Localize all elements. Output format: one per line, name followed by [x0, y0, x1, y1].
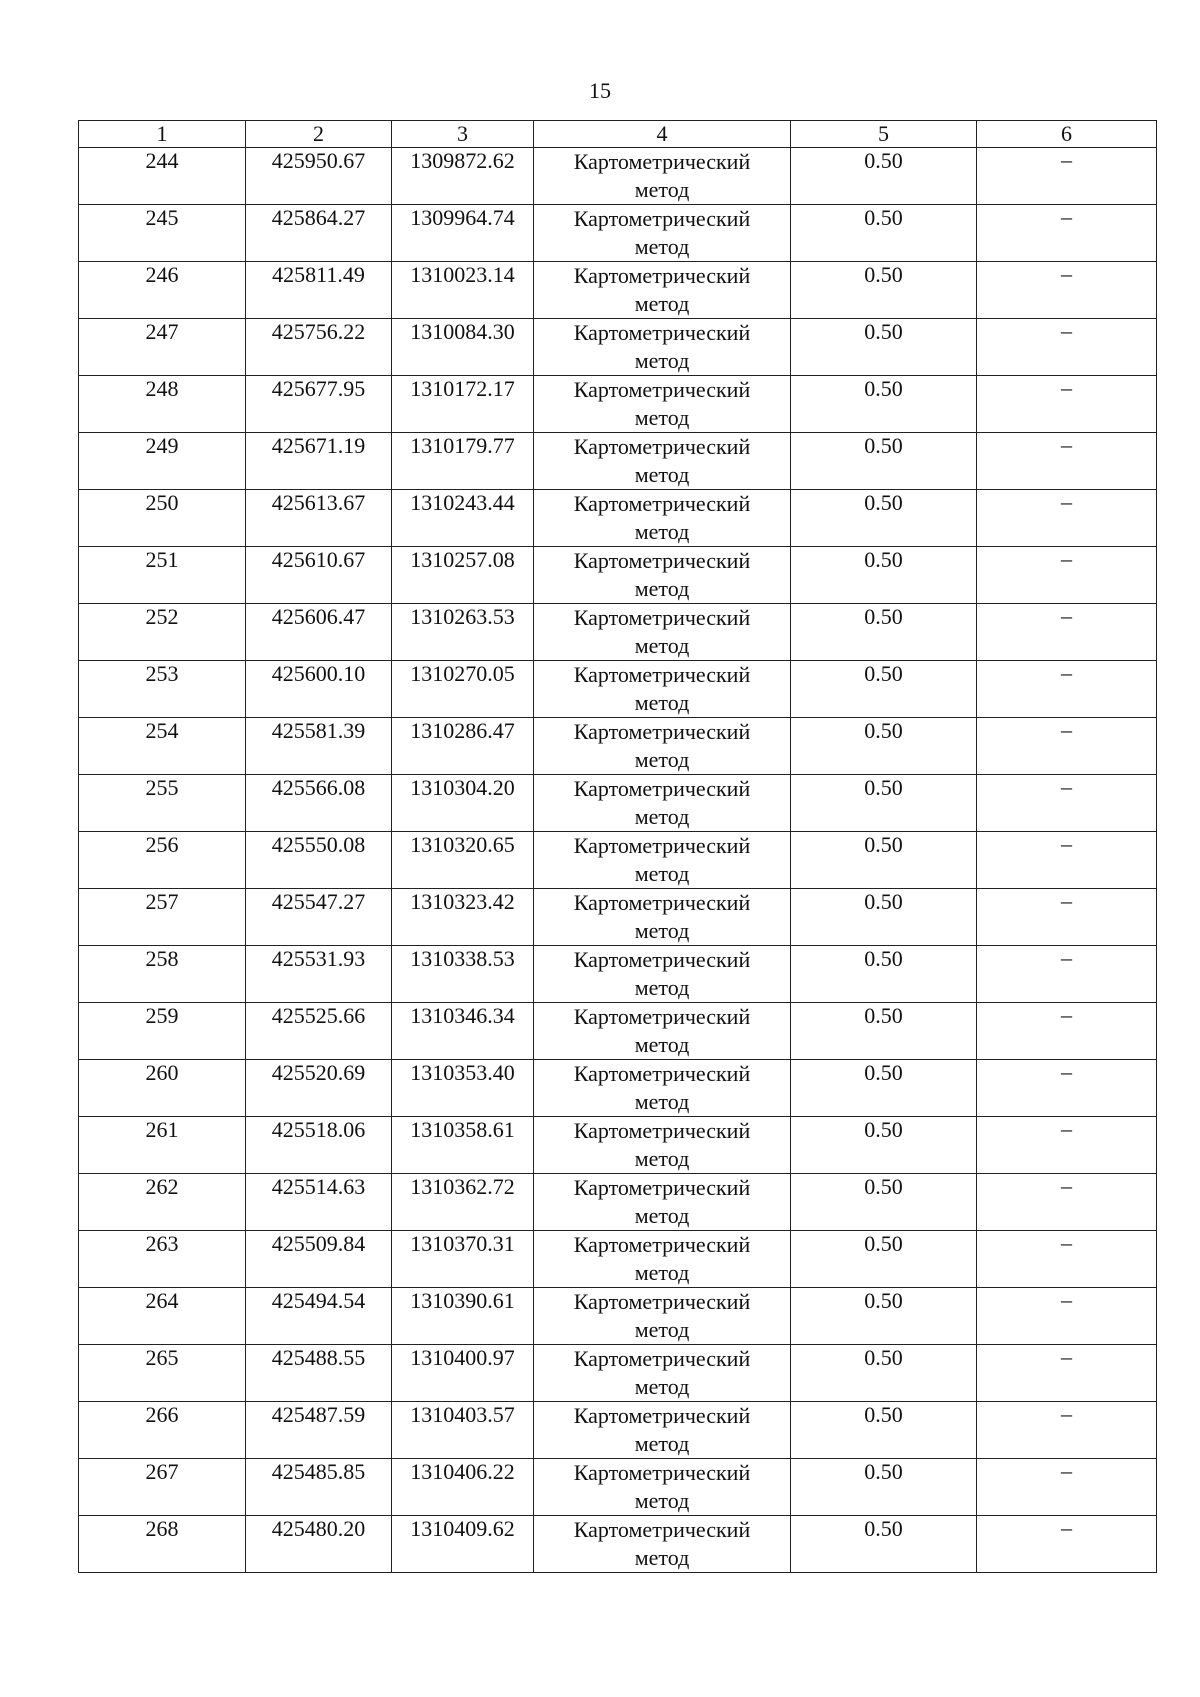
method-cell	[534, 1231, 791, 1288]
method-line-2: метод	[634, 1146, 690, 1171]
point-number-cell: 246	[79, 262, 246, 319]
x-coordinate-cell: 425950.67	[246, 148, 392, 205]
y-coordinate-cell: 1310286.47	[392, 718, 534, 775]
table-row	[79, 1060, 1157, 1117]
method-cell	[534, 262, 791, 319]
x-coordinate-cell: 425514.63	[246, 1174, 392, 1231]
method-cell	[534, 1003, 791, 1060]
precision-cell: 0.50	[791, 604, 977, 661]
table-row	[79, 1288, 1157, 1345]
y-coordinate-cell: 1310346.34	[392, 1003, 534, 1060]
note-cell: –	[977, 433, 1157, 490]
table-row	[79, 832, 1157, 889]
header-col-4: 4	[534, 121, 791, 148]
y-coordinate-cell: 1310023.14	[392, 262, 534, 319]
method-cell	[534, 946, 791, 1003]
note-cell: –	[977, 376, 1157, 433]
table-row	[79, 148, 1157, 205]
note-cell: –	[977, 832, 1157, 889]
table-row	[79, 1231, 1157, 1288]
precision-cell: 0.50	[791, 661, 977, 718]
method-line-1: Картометрический	[573, 1346, 751, 1371]
precision-cell: 0.50	[791, 262, 977, 319]
y-coordinate-cell: 1310362.72	[392, 1174, 534, 1231]
note-cell: –	[977, 718, 1157, 775]
note-cell: –	[977, 946, 1157, 1003]
method-cell	[534, 1174, 791, 1231]
precision-cell: 0.50	[791, 946, 977, 1003]
precision-cell: 0.50	[791, 205, 977, 262]
precision-cell: 0.50	[791, 1174, 977, 1231]
method-line-2: метод	[634, 519, 690, 544]
note-cell: –	[977, 1402, 1157, 1459]
method-line-2: метод	[634, 1374, 690, 1399]
method-line-2: метод	[634, 1317, 690, 1342]
y-coordinate-cell: 1310338.53	[392, 946, 534, 1003]
method-line-1: Картометрический	[573, 947, 751, 972]
y-coordinate-cell: 1310084.30	[392, 319, 534, 376]
note-cell: –	[977, 490, 1157, 547]
y-coordinate-cell: 1310358.61	[392, 1117, 534, 1174]
note-cell: –	[977, 205, 1157, 262]
precision-cell: 0.50	[791, 433, 977, 490]
method-cell	[534, 1060, 791, 1117]
y-coordinate-cell: 1310406.22	[392, 1459, 534, 1516]
table-row	[79, 205, 1157, 262]
method-cell	[534, 604, 791, 661]
table-row	[79, 1402, 1157, 1459]
x-coordinate-cell: 425547.27	[246, 889, 392, 946]
y-coordinate-cell: 1310179.77	[392, 433, 534, 490]
note-cell: –	[977, 1060, 1157, 1117]
note-cell: –	[977, 1516, 1157, 1573]
x-coordinate-cell: 425606.47	[246, 604, 392, 661]
method-cell	[534, 148, 791, 205]
note-cell: –	[977, 661, 1157, 718]
x-coordinate-cell: 425509.84	[246, 1231, 392, 1288]
header-col-1: 1	[79, 121, 246, 148]
method-line-1: Картометрический	[573, 1175, 751, 1200]
point-number-cell: 257	[79, 889, 246, 946]
method-line-1: Картометрический	[573, 1289, 751, 1314]
y-coordinate-cell: 1310323.42	[392, 889, 534, 946]
point-number-cell: 262	[79, 1174, 246, 1231]
table-body	[79, 148, 1157, 1573]
x-coordinate-cell: 425494.54	[246, 1288, 392, 1345]
method-cell	[534, 205, 791, 262]
header-col-6: 6	[977, 121, 1157, 148]
table-row	[79, 946, 1157, 1003]
method-line-2: метод	[634, 405, 690, 430]
precision-cell: 0.50	[791, 1516, 977, 1573]
precision-cell: 0.50	[791, 1231, 977, 1288]
precision-cell: 0.50	[791, 832, 977, 889]
table-row	[79, 1174, 1157, 1231]
method-line-1: Картометрический	[573, 776, 751, 801]
method-line-2: метод	[634, 1488, 690, 1513]
method-line-2: метод	[634, 1260, 690, 1285]
method-line-1: Картометрический	[573, 320, 751, 345]
header-col-3: 3	[392, 121, 534, 148]
method-line-1: Картометрический	[573, 1118, 751, 1143]
point-number-cell: 248	[79, 376, 246, 433]
note-cell: –	[977, 547, 1157, 604]
method-cell	[534, 319, 791, 376]
y-coordinate-cell: 1310243.44	[392, 490, 534, 547]
x-coordinate-cell: 425581.39	[246, 718, 392, 775]
table-row	[79, 889, 1157, 946]
method-line-1: Картометрический	[573, 377, 751, 402]
point-number-cell: 249	[79, 433, 246, 490]
header-col-5: 5	[791, 121, 977, 148]
table-row	[79, 490, 1157, 547]
table-row	[79, 376, 1157, 433]
x-coordinate-cell: 425613.67	[246, 490, 392, 547]
point-number-cell: 256	[79, 832, 246, 889]
point-number-cell: 258	[79, 946, 246, 1003]
method-cell	[534, 775, 791, 832]
note-cell: –	[977, 148, 1157, 205]
page-number: 15	[589, 78, 611, 103]
method-line-1: Картометрический	[573, 149, 751, 174]
method-line-1: Картометрический	[573, 1061, 751, 1086]
method-line-1: Картометрический	[573, 890, 751, 915]
precision-cell: 0.50	[791, 547, 977, 604]
method-line-2: метод	[634, 747, 690, 772]
x-coordinate-cell: 425485.85	[246, 1459, 392, 1516]
method-line-2: метод	[634, 804, 690, 829]
method-line-1: Картометрический	[573, 1517, 751, 1542]
method-cell	[534, 1117, 791, 1174]
method-cell	[534, 1402, 791, 1459]
point-number-cell: 268	[79, 1516, 246, 1573]
method-cell	[534, 547, 791, 604]
table-row	[79, 262, 1157, 319]
method-line-2: метод	[634, 1431, 690, 1456]
y-coordinate-cell: 1310320.65	[392, 832, 534, 889]
method-line-2: метод	[634, 348, 690, 373]
point-number-cell: 261	[79, 1117, 246, 1174]
method-cell	[534, 718, 791, 775]
table-row	[79, 661, 1157, 718]
note-cell: –	[977, 1003, 1157, 1060]
note-cell: –	[977, 319, 1157, 376]
method-line-1: Картометрический	[573, 833, 751, 858]
method-line-1: Картометрический	[573, 491, 751, 516]
x-coordinate-cell: 425756.22	[246, 319, 392, 376]
method-cell	[534, 1516, 791, 1573]
note-cell: –	[977, 1174, 1157, 1231]
y-coordinate-cell: 1310353.40	[392, 1060, 534, 1117]
precision-cell: 0.50	[791, 1060, 977, 1117]
method-line-1: Картометрический	[573, 1403, 751, 1428]
point-number-cell: 260	[79, 1060, 246, 1117]
precision-cell: 0.50	[791, 1345, 977, 1402]
table-row	[79, 718, 1157, 775]
method-line-1: Картометрический	[573, 662, 751, 687]
x-coordinate-cell: 425671.19	[246, 433, 392, 490]
note-cell: –	[977, 889, 1157, 946]
note-cell: –	[977, 1459, 1157, 1516]
x-coordinate-cell: 425864.27	[246, 205, 392, 262]
method-line-1: Картометрический	[573, 1004, 751, 1029]
method-line-1: Картометрический	[573, 719, 751, 744]
point-number-cell: 251	[79, 547, 246, 604]
table-header	[79, 121, 1157, 148]
y-coordinate-cell: 1310390.61	[392, 1288, 534, 1345]
method-line-1: Картометрический	[573, 434, 751, 459]
point-number-cell: 245	[79, 205, 246, 262]
method-line-2: метод	[634, 633, 690, 658]
x-coordinate-cell: 425811.49	[246, 262, 392, 319]
method-line-2: метод	[634, 918, 690, 943]
method-line-1: Картометрический	[573, 605, 751, 630]
x-coordinate-cell: 425525.66	[246, 1003, 392, 1060]
note-cell: –	[977, 1288, 1157, 1345]
y-coordinate-cell: 1310263.53	[392, 604, 534, 661]
table-row	[79, 1459, 1157, 1516]
table-row	[79, 319, 1157, 376]
point-number-cell: 255	[79, 775, 246, 832]
precision-cell: 0.50	[791, 1003, 977, 1060]
y-coordinate-cell: 1310400.97	[392, 1345, 534, 1402]
method-line-2: метод	[634, 576, 690, 601]
note-cell: –	[977, 604, 1157, 661]
note-cell: –	[977, 775, 1157, 832]
x-coordinate-cell: 425480.20	[246, 1516, 392, 1573]
point-number-cell: 265	[79, 1345, 246, 1402]
method-line-1: Картометрический	[573, 548, 751, 573]
point-number-cell: 264	[79, 1288, 246, 1345]
method-line-2: метод	[634, 1203, 690, 1228]
point-number-cell: 253	[79, 661, 246, 718]
note-cell: –	[977, 1345, 1157, 1402]
x-coordinate-cell: 425677.95	[246, 376, 392, 433]
note-cell: –	[977, 1231, 1157, 1288]
table-row	[79, 1117, 1157, 1174]
x-coordinate-cell: 425520.69	[246, 1060, 392, 1117]
note-cell: –	[977, 262, 1157, 319]
y-coordinate-cell: 1310257.08	[392, 547, 534, 604]
point-number-cell: 263	[79, 1231, 246, 1288]
table-row	[79, 1003, 1157, 1060]
precision-cell: 0.50	[791, 319, 977, 376]
point-number-cell: 267	[79, 1459, 246, 1516]
point-number-cell: 254	[79, 718, 246, 775]
method-line-2: метод	[634, 690, 690, 715]
method-line-1: Картометрический	[573, 1460, 751, 1485]
method-line-1: Картометрический	[573, 1232, 751, 1257]
precision-cell: 0.50	[791, 775, 977, 832]
x-coordinate-cell: 425566.08	[246, 775, 392, 832]
y-coordinate-cell: 1310304.20	[392, 775, 534, 832]
method-cell	[534, 1288, 791, 1345]
x-coordinate-cell: 425518.06	[246, 1117, 392, 1174]
method-cell	[534, 889, 791, 946]
method-cell	[534, 661, 791, 718]
table-row	[79, 1345, 1157, 1402]
header-col-2: 2	[246, 121, 392, 148]
table-row	[79, 547, 1157, 604]
precision-cell: 0.50	[791, 148, 977, 205]
method-line-2: метод	[634, 177, 690, 202]
table-row	[79, 775, 1157, 832]
note-cell: –	[977, 1117, 1157, 1174]
precision-cell: 0.50	[791, 1288, 977, 1345]
point-number-cell: 259	[79, 1003, 246, 1060]
y-coordinate-cell: 1310270.05	[392, 661, 534, 718]
method-line-2: метод	[634, 1089, 690, 1114]
method-cell	[534, 490, 791, 547]
precision-cell: 0.50	[791, 490, 977, 547]
y-coordinate-cell: 1310370.31	[392, 1231, 534, 1288]
y-coordinate-cell: 1309872.62	[392, 148, 534, 205]
point-number-cell: 244	[79, 148, 246, 205]
method-line-2: метод	[634, 234, 690, 259]
method-line-2: метод	[634, 1032, 690, 1057]
y-coordinate-cell: 1310403.57	[392, 1402, 534, 1459]
method-cell	[534, 433, 791, 490]
method-line-2: метод	[634, 462, 690, 487]
point-number-cell: 250	[79, 490, 246, 547]
y-coordinate-cell: 1310172.17	[392, 376, 534, 433]
method-line-1: Картометрический	[573, 206, 751, 231]
x-coordinate-cell: 425600.10	[246, 661, 392, 718]
method-line-2: метод	[634, 861, 690, 886]
table-row	[79, 604, 1157, 661]
header-row	[79, 121, 1157, 148]
x-coordinate-cell: 425531.93	[246, 946, 392, 1003]
y-coordinate-cell: 1310409.62	[392, 1516, 534, 1573]
point-number-cell: 247	[79, 319, 246, 376]
method-line-1: Картометрический	[573, 263, 751, 288]
table-row	[79, 1516, 1157, 1573]
point-number-cell: 252	[79, 604, 246, 661]
point-number-cell: 266	[79, 1402, 246, 1459]
method-line-2: метод	[634, 1545, 690, 1570]
method-line-2: метод	[634, 291, 690, 316]
precision-cell: 0.50	[791, 1459, 977, 1516]
table-row	[79, 433, 1157, 490]
precision-cell: 0.50	[791, 718, 977, 775]
method-cell	[534, 1459, 791, 1516]
precision-cell: 0.50	[791, 376, 977, 433]
method-cell	[534, 832, 791, 889]
x-coordinate-cell: 425610.67	[246, 547, 392, 604]
x-coordinate-cell: 425488.55	[246, 1345, 392, 1402]
precision-cell: 0.50	[791, 889, 977, 946]
x-coordinate-cell: 425487.59	[246, 1402, 392, 1459]
method-cell	[534, 376, 791, 433]
precision-cell: 0.50	[791, 1117, 977, 1174]
precision-cell: 0.50	[791, 1402, 977, 1459]
y-coordinate-cell: 1309964.74	[392, 205, 534, 262]
coordinates-table	[78, 120, 1157, 1573]
x-coordinate-cell: 425550.08	[246, 832, 392, 889]
method-cell	[534, 1345, 791, 1402]
method-line-2: метод	[634, 975, 690, 1000]
